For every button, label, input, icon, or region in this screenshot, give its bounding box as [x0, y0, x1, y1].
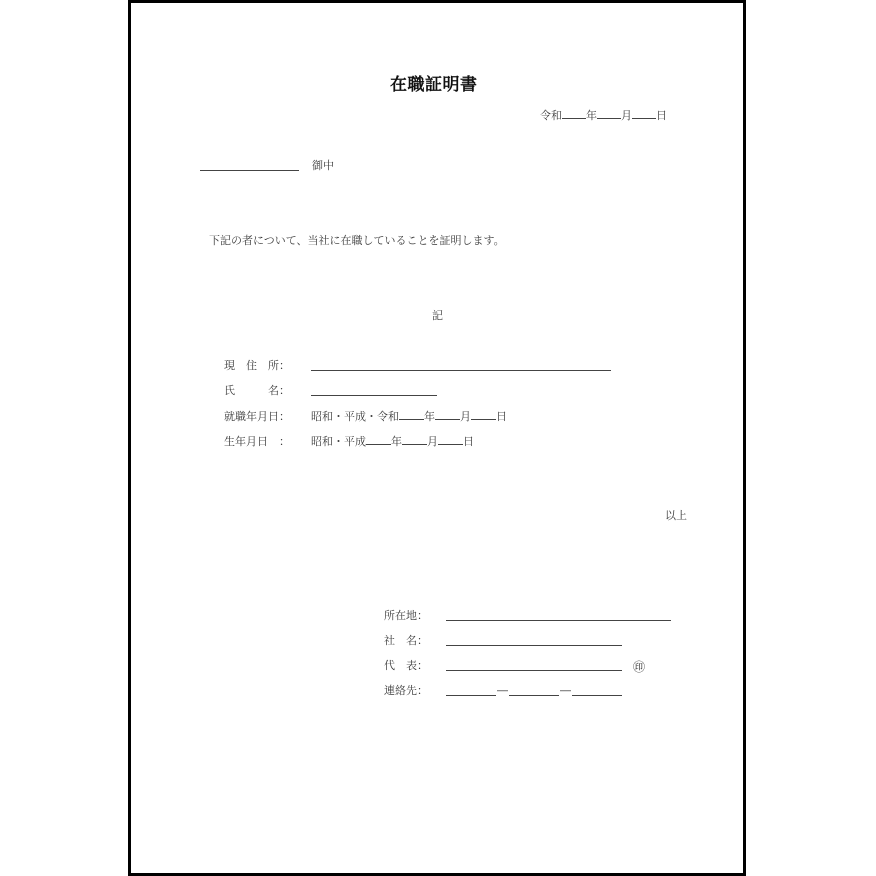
- contact-field-2[interactable]: [509, 695, 559, 696]
- addressee-suffix: 御中: [312, 159, 334, 172]
- seal-icon: ㊞: [633, 660, 646, 674]
- birth-year-unit: 年: [391, 435, 402, 448]
- birth-year-field[interactable]: [366, 434, 391, 445]
- certification-statement: 下記の者について、当社に在職していることを証明します。: [209, 234, 505, 247]
- closing-mark: 以上: [665, 509, 687, 522]
- current-address-field[interactable]: [311, 370, 611, 371]
- issue-date-line: [540, 108, 667, 123]
- company-address-label: 所在地：: [384, 609, 428, 622]
- employment-day-field[interactable]: [471, 409, 496, 420]
- contact-separator-1: ―: [497, 684, 508, 697]
- date-year-field[interactable]: [562, 108, 586, 119]
- birth-day-field[interactable]: [438, 434, 463, 445]
- page-title: 在職証明書: [390, 75, 478, 95]
- employment-era-options[interactable]: 昭和・平成・令和: [311, 410, 399, 423]
- date-year-unit: 年: [586, 109, 597, 122]
- date-era: 令和: [540, 109, 562, 122]
- ki-heading: 記: [432, 309, 443, 322]
- birth-era-options[interactable]: 昭和・平成: [311, 435, 366, 448]
- birth-date-row: [224, 434, 474, 449]
- addressee-field[interactable]: [200, 170, 299, 171]
- contact-field-1[interactable]: [446, 695, 496, 696]
- employment-month-unit: 月: [460, 410, 471, 423]
- birth-month-unit: 月: [427, 435, 438, 448]
- current-address-label: 現 住 所：: [224, 359, 290, 372]
- representative-label: 代 表：: [384, 659, 428, 672]
- name-field[interactable]: [311, 395, 437, 396]
- company-name-field[interactable]: [446, 645, 622, 646]
- employment-day-unit: 日: [496, 410, 507, 423]
- date-day-field[interactable]: [632, 108, 656, 119]
- employment-date-label: 就職年月日：: [224, 410, 290, 423]
- contact-separator-2: ―: [560, 684, 571, 697]
- representative-field[interactable]: [446, 670, 622, 671]
- employment-month-field[interactable]: [435, 409, 460, 420]
- date-month-field[interactable]: [597, 108, 621, 119]
- employment-year-field[interactable]: [399, 409, 424, 420]
- contact-label: 連絡先：: [384, 684, 428, 697]
- birth-date-label: 生年月日 ：: [224, 435, 290, 448]
- date-day-unit: 日: [656, 109, 667, 122]
- contact-field-3[interactable]: [572, 695, 622, 696]
- name-label: 氏 名：: [224, 384, 290, 397]
- employment-year-unit: 年: [424, 410, 435, 423]
- company-name-label: 社 名：: [384, 634, 428, 647]
- birth-month-field[interactable]: [402, 434, 427, 445]
- employment-date-row: [224, 409, 507, 424]
- birth-day-unit: 日: [463, 435, 474, 448]
- company-address-field[interactable]: [446, 620, 671, 621]
- date-month-unit: 月: [621, 109, 632, 122]
